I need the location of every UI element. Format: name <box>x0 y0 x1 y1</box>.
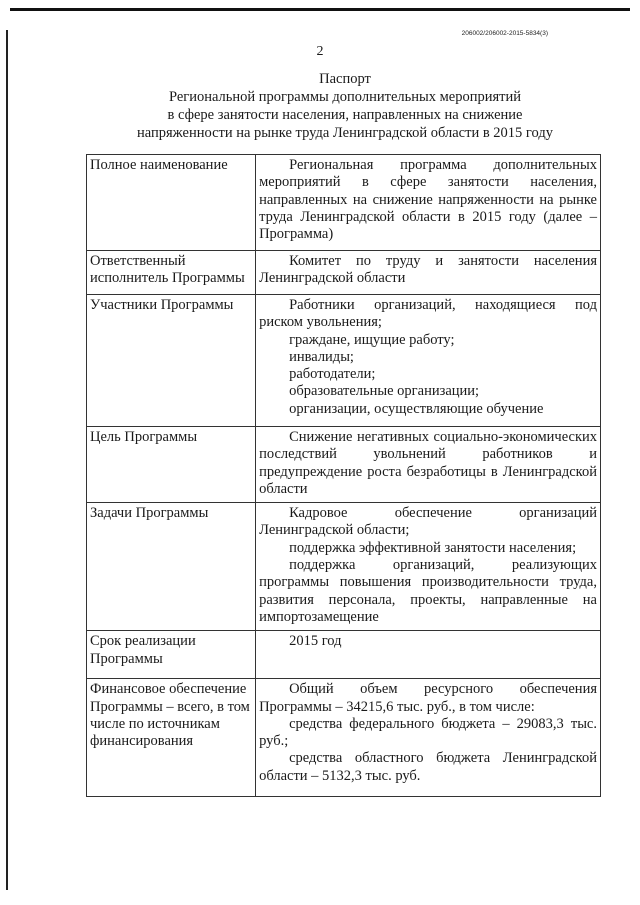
row-value <box>256 631 601 679</box>
row-value <box>256 679 601 797</box>
title-line: в сфере занятости населения, направленных на снижение <box>167 107 523 123</box>
value-paragraph: Кадровое обеспечение организаций Ленинградской области; <box>259 505 597 539</box>
title-line: напряженности на рынке труда Ленинградской области в 2015 году <box>137 125 553 141</box>
row-value <box>256 503 601 631</box>
row-financing <box>87 679 601 797</box>
title-heading: Паспорт <box>319 71 371 87</box>
row-term <box>87 631 601 679</box>
row-full-name <box>87 155 601 251</box>
value-paragraph: Снижение негативных социально-экономических последствий увольнений работников и предупреждение роста безработицы в Ленинградской области <box>259 429 597 497</box>
value-paragraph: средства областного бюджета Ленинградской области – 5132,3 тыс. руб. <box>259 750 597 784</box>
value-paragraph: Общий объем ресурсного обеспечения Программы – 34215,6 тыс. руб., в том числе: <box>259 681 597 715</box>
value-list-item: инвалиды; <box>289 348 354 365</box>
value-paragraph: поддержка организаций, реализующих программы повышения производительности труда, развития персонала, проекты, направленные на импортозамещение <box>259 557 597 625</box>
title-line: Региональной программы дополнительных мероприятий <box>168 89 522 105</box>
document-code: 206002/206002-2015-5834(3) <box>461 30 548 37</box>
row-label: Полное наименование <box>87 155 256 251</box>
value-list-item: организации, осуществляющие обучение <box>289 400 544 417</box>
value-list-item: образовательные организации; <box>289 383 480 400</box>
row-value <box>256 427 601 503</box>
row-tasks <box>87 503 601 631</box>
row-goal <box>87 427 601 503</box>
value-paragraph: средства федерального бюджета – 29083,3 тыс. руб.; <box>259 715 597 750</box>
row-label: Задачи Программы <box>87 503 256 631</box>
value-list-item: работодатели; <box>289 366 376 383</box>
row-label: Срок реализации Программы <box>87 631 256 679</box>
passport-table <box>86 154 601 797</box>
row-label: Ответственный исполнитель Программы <box>87 251 256 295</box>
page-number: 2 <box>316 44 324 59</box>
title-block <box>60 70 630 142</box>
row-participants <box>87 295 601 427</box>
row-responsible-executor <box>87 251 601 295</box>
value-paragraph: Региональная программа дополнительных мероприятий в сфере занятости населения, направленных на снижение напряженности на рынке труда Ленинградской области в 2015 году (далее – Программа) <box>259 157 597 243</box>
row-value <box>256 295 601 427</box>
row-label: Участники Программы <box>87 295 256 427</box>
value-paragraph: Работники организаций, находящиеся под риском увольнения; <box>259 297 597 331</box>
row-value <box>256 251 601 295</box>
value-list-item: граждане, ищущие работу; <box>289 331 455 348</box>
row-label: Финансовое обеспечение Программы – всего, в том числе по источникам финансирования <box>87 679 256 797</box>
left-border-line <box>6 30 8 890</box>
value-paragraph: Комитет по труду и занятости населения Ленинградской области <box>259 253 597 287</box>
top-border-line <box>10 8 630 11</box>
row-value <box>256 155 601 251</box>
value-paragraph: 2015 год <box>289 633 342 650</box>
row-label: Цель Программы <box>87 427 256 503</box>
value-paragraph: поддержка эффективной занятости населения; <box>289 539 577 556</box>
